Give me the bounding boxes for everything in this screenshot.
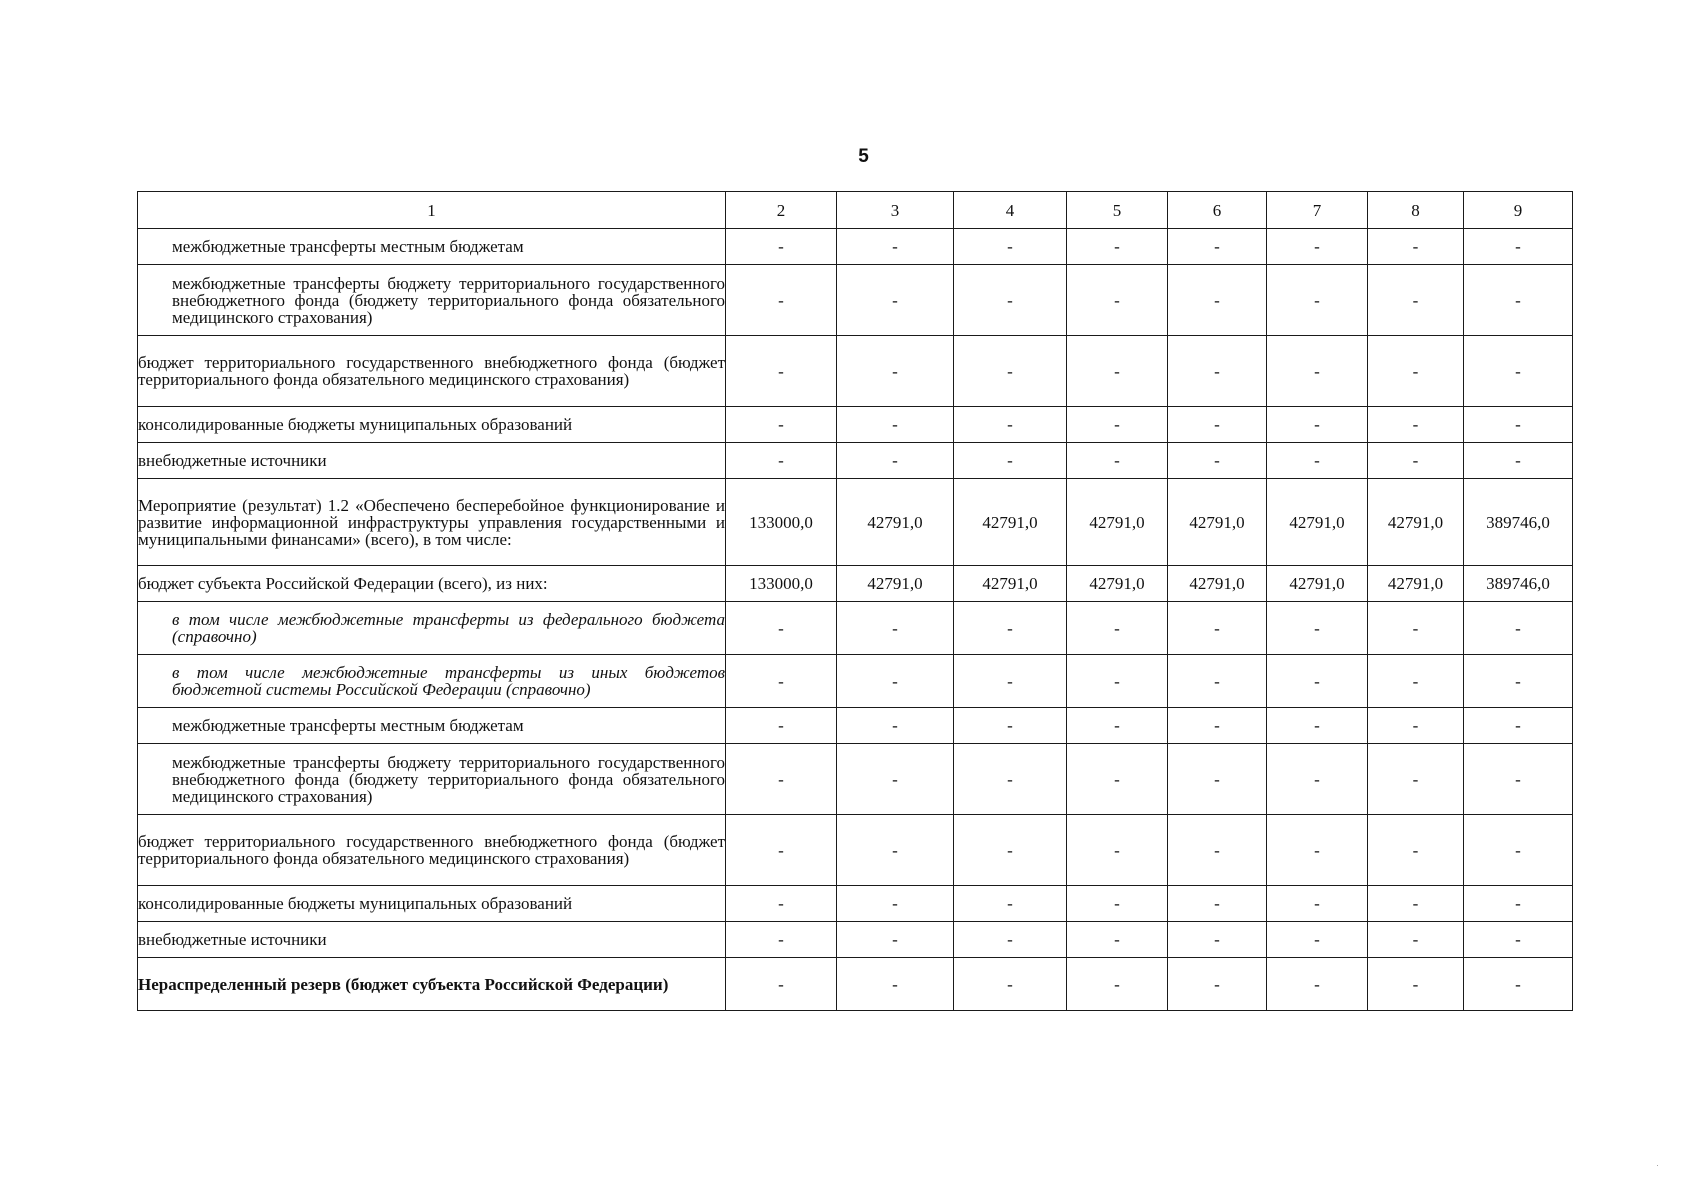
row-label: внебюджетные источники bbox=[138, 922, 726, 958]
value-cell: - bbox=[1464, 886, 1573, 922]
value-cell: - bbox=[726, 922, 837, 958]
value-cell: - bbox=[726, 744, 837, 815]
value-cell: - bbox=[1368, 922, 1464, 958]
row-label: межбюджетные трансферты бюджету территориального государственного внебюджетного фонда (бюджету территориального фонда обязательного медицинского страхования) bbox=[138, 744, 726, 815]
value-cell: 133000,0 bbox=[726, 479, 837, 566]
table-row bbox=[138, 922, 1573, 958]
row-label: консолидированные бюджеты муниципальных образований bbox=[138, 886, 726, 922]
value-cell: - bbox=[837, 958, 954, 1011]
value-cell: - bbox=[726, 407, 837, 443]
value-cell: - bbox=[726, 443, 837, 479]
table-row bbox=[138, 265, 1573, 336]
column-header: 3 bbox=[837, 192, 954, 229]
value-cell: - bbox=[837, 922, 954, 958]
value-cell: - bbox=[1267, 336, 1368, 407]
row-label: межбюджетные трансферты местным бюджетам bbox=[138, 708, 726, 744]
value-cell: 42791,0 bbox=[1368, 479, 1464, 566]
value-cell: - bbox=[1267, 407, 1368, 443]
value-cell: 42791,0 bbox=[1267, 566, 1368, 602]
column-header: 8 bbox=[1368, 192, 1464, 229]
value-cell: - bbox=[1067, 922, 1168, 958]
value-cell: - bbox=[1067, 407, 1168, 443]
value-cell: - bbox=[1168, 407, 1267, 443]
value-cell: - bbox=[1168, 815, 1267, 886]
value-cell: - bbox=[1267, 815, 1368, 886]
value-cell: - bbox=[1464, 443, 1573, 479]
value-cell: - bbox=[1464, 708, 1573, 744]
row-label: межбюджетные трансферты местным бюджетам bbox=[138, 229, 726, 265]
value-cell: - bbox=[837, 443, 954, 479]
column-header: 1 bbox=[138, 192, 726, 229]
value-cell: 42791,0 bbox=[1267, 479, 1368, 566]
value-cell: - bbox=[1267, 602, 1368, 655]
header-row bbox=[138, 192, 1573, 229]
value-cell: - bbox=[1368, 886, 1464, 922]
value-cell: - bbox=[1368, 708, 1464, 744]
table-row bbox=[138, 443, 1573, 479]
value-cell: - bbox=[1067, 744, 1168, 815]
value-cell: - bbox=[1368, 265, 1464, 336]
row-label: бюджет территориального государственного внебюджетного фонда (бюджет территориального фонда обязательного медицинского страхования) bbox=[138, 336, 726, 407]
value-cell: - bbox=[1267, 265, 1368, 336]
value-cell: - bbox=[954, 443, 1067, 479]
page-number: 5 bbox=[858, 146, 869, 167]
value-cell: - bbox=[726, 229, 837, 265]
value-cell: - bbox=[1267, 655, 1368, 708]
scan-mark: · bbox=[1656, 1160, 1659, 1170]
value-cell: - bbox=[1168, 443, 1267, 479]
table-row bbox=[138, 336, 1573, 407]
value-cell: 42791,0 bbox=[954, 479, 1067, 566]
value-cell: - bbox=[1168, 958, 1267, 1011]
value-cell: - bbox=[1168, 708, 1267, 744]
value-cell: 42791,0 bbox=[1368, 566, 1464, 602]
value-cell: - bbox=[1067, 708, 1168, 744]
value-cell: - bbox=[1464, 744, 1573, 815]
value-cell: - bbox=[954, 407, 1067, 443]
value-cell: - bbox=[1067, 655, 1168, 708]
value-cell: 42791,0 bbox=[837, 566, 954, 602]
value-cell: - bbox=[1267, 229, 1368, 265]
value-cell: - bbox=[954, 815, 1067, 886]
value-cell: - bbox=[1067, 886, 1168, 922]
value-cell: - bbox=[1464, 922, 1573, 958]
value-cell: - bbox=[1368, 655, 1464, 708]
budget-table bbox=[137, 191, 1573, 1011]
row-label: внебюджетные источники bbox=[138, 443, 726, 479]
row-label: бюджет субъекта Российской Федерации (всего), из них: bbox=[138, 566, 726, 602]
value-cell: - bbox=[837, 708, 954, 744]
value-cell: - bbox=[954, 958, 1067, 1011]
row-label: Мероприятие (результат) 1.2 «Обеспечено бесперебойное функционирование и развитие информационной инфраструктуры управления государственными и муниципальными финансами» (всего), в том числе: bbox=[138, 479, 726, 566]
value-cell: - bbox=[1168, 336, 1267, 407]
value-cell: - bbox=[1368, 958, 1464, 1011]
value-cell: - bbox=[1464, 958, 1573, 1011]
value-cell: - bbox=[1368, 407, 1464, 443]
table-row bbox=[138, 655, 1573, 708]
column-header: 9 bbox=[1464, 192, 1573, 229]
value-cell: - bbox=[1267, 922, 1368, 958]
value-cell: - bbox=[1168, 922, 1267, 958]
value-cell: - bbox=[954, 744, 1067, 815]
value-cell: - bbox=[954, 265, 1067, 336]
value-cell: - bbox=[1067, 265, 1168, 336]
value-cell: 42791,0 bbox=[1067, 479, 1168, 566]
value-cell: 389746,0 bbox=[1464, 479, 1573, 566]
value-cell: - bbox=[1267, 443, 1368, 479]
value-cell: 42791,0 bbox=[1168, 566, 1267, 602]
value-cell: - bbox=[1464, 655, 1573, 708]
row-label: межбюджетные трансферты бюджету территориального государственного внебюджетного фонда (бюджету территориального фонда обязательного медицинского страхования) bbox=[138, 265, 726, 336]
table-row bbox=[138, 566, 1573, 602]
value-cell: - bbox=[954, 602, 1067, 655]
value-cell: - bbox=[837, 229, 954, 265]
value-cell: - bbox=[1168, 886, 1267, 922]
value-cell: 42791,0 bbox=[837, 479, 954, 566]
row-label: в том числе межбюджетные трансферты из федерального бюджета (справочно) bbox=[138, 602, 726, 655]
value-cell: 389746,0 bbox=[1464, 566, 1573, 602]
value-cell: - bbox=[954, 229, 1067, 265]
value-cell: - bbox=[1464, 407, 1573, 443]
value-cell: - bbox=[1368, 602, 1464, 655]
value-cell: - bbox=[954, 336, 1067, 407]
value-cell: - bbox=[1464, 602, 1573, 655]
row-label: в том числе межбюджетные трансферты из иных бюджетов бюджетной системы Российской Федерации (справочно) bbox=[138, 655, 726, 708]
value-cell: - bbox=[1067, 229, 1168, 265]
table-row bbox=[138, 708, 1573, 744]
row-label: Нераспределенный резерв (бюджет субъекта Российской Федерации) bbox=[138, 958, 726, 1011]
value-cell: - bbox=[1267, 744, 1368, 815]
value-cell: 42791,0 bbox=[1168, 479, 1267, 566]
value-cell: - bbox=[1067, 602, 1168, 655]
value-cell: - bbox=[837, 815, 954, 886]
value-cell: - bbox=[726, 265, 837, 336]
value-cell: - bbox=[1368, 336, 1464, 407]
value-cell: - bbox=[1067, 443, 1168, 479]
value-cell: - bbox=[1168, 229, 1267, 265]
value-cell: - bbox=[954, 922, 1067, 958]
value-cell: - bbox=[1267, 886, 1368, 922]
table-row bbox=[138, 958, 1573, 1011]
value-cell: - bbox=[837, 655, 954, 708]
value-cell: 133000,0 bbox=[726, 566, 837, 602]
table-row bbox=[138, 229, 1573, 265]
value-cell: - bbox=[1368, 744, 1464, 815]
row-label: консолидированные бюджеты муниципальных образований bbox=[138, 407, 726, 443]
value-cell: - bbox=[954, 886, 1067, 922]
value-cell: - bbox=[837, 407, 954, 443]
column-header: 6 bbox=[1168, 192, 1267, 229]
value-cell: - bbox=[1464, 265, 1573, 336]
table-body bbox=[138, 229, 1573, 1011]
value-cell: - bbox=[1067, 958, 1168, 1011]
column-header: 2 bbox=[726, 192, 837, 229]
table-row bbox=[138, 407, 1573, 443]
value-cell: - bbox=[1368, 229, 1464, 265]
value-cell: - bbox=[954, 655, 1067, 708]
value-cell: - bbox=[954, 708, 1067, 744]
value-cell: - bbox=[1267, 708, 1368, 744]
value-cell: - bbox=[1368, 815, 1464, 886]
value-cell: - bbox=[1368, 443, 1464, 479]
value-cell: - bbox=[1464, 229, 1573, 265]
value-cell: - bbox=[726, 886, 837, 922]
value-cell: - bbox=[837, 336, 954, 407]
value-cell: 42791,0 bbox=[954, 566, 1067, 602]
value-cell: - bbox=[1067, 336, 1168, 407]
value-cell: 42791,0 bbox=[1067, 566, 1168, 602]
value-cell: - bbox=[1168, 265, 1267, 336]
value-cell: - bbox=[726, 708, 837, 744]
table-row bbox=[138, 744, 1573, 815]
table-row bbox=[138, 815, 1573, 886]
table-row bbox=[138, 886, 1573, 922]
value-cell: - bbox=[1464, 336, 1573, 407]
value-cell: - bbox=[1067, 815, 1168, 886]
value-cell: - bbox=[1168, 602, 1267, 655]
column-header: 5 bbox=[1067, 192, 1168, 229]
column-header: 7 bbox=[1267, 192, 1368, 229]
value-cell: - bbox=[1464, 815, 1573, 886]
value-cell: - bbox=[837, 744, 954, 815]
value-cell: - bbox=[726, 815, 837, 886]
value-cell: - bbox=[1168, 655, 1267, 708]
value-cell: - bbox=[1168, 744, 1267, 815]
table-row bbox=[138, 479, 1573, 566]
value-cell: - bbox=[837, 602, 954, 655]
value-cell: - bbox=[837, 265, 954, 336]
table-row bbox=[138, 602, 1573, 655]
column-header: 4 bbox=[954, 192, 1067, 229]
value-cell: - bbox=[726, 958, 837, 1011]
row-label: бюджет территориального государственного внебюджетного фонда (бюджет территориального фонда обязательного медицинского страхования) bbox=[138, 815, 726, 886]
value-cell: - bbox=[726, 336, 837, 407]
value-cell: - bbox=[837, 886, 954, 922]
value-cell: - bbox=[726, 602, 837, 655]
value-cell: - bbox=[1267, 958, 1368, 1011]
value-cell: - bbox=[726, 655, 837, 708]
